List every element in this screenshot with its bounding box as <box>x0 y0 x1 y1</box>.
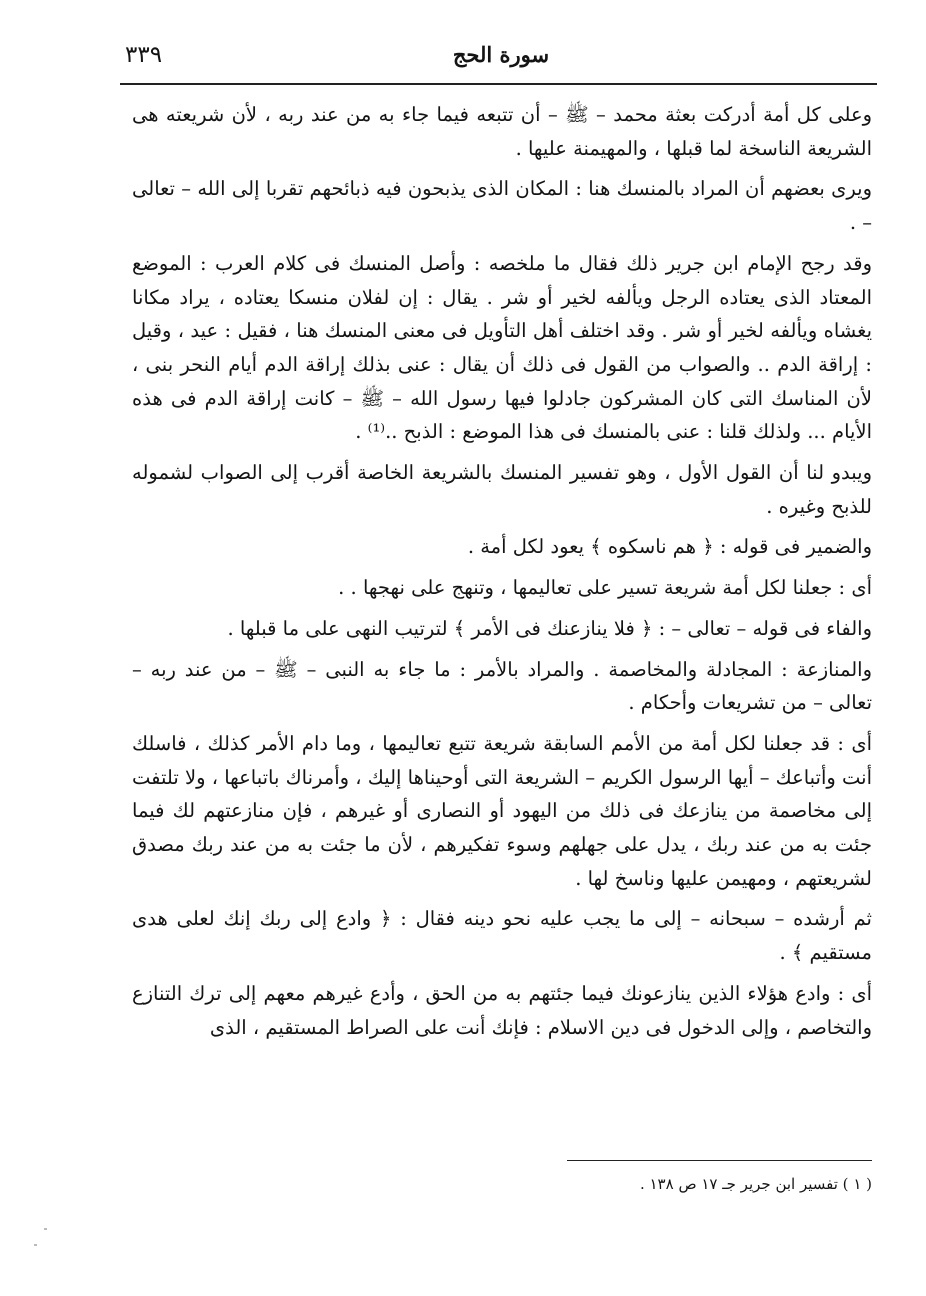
scan-speck <box>34 1244 37 1246</box>
page-header <box>125 40 877 80</box>
paragraph: أى : وادع هؤلاء الذين ينازعونك فيما جئتهم به من الحق ، وأدع غيرهم معهم إلى ترك التنازع والتخاصم ، وإلى الدخول فى دين الاسلام : فإنك أنت على الصراط المستقيم ، الذى <box>132 981 872 1039</box>
paragraph: وقد رجح الإمام ابن جرير ذلك فقال ما ملخصه : وأصل المنسك فى كلام العرب : الموضع المعتاد الذى يعتاده الرجل ويألفه لخير أو شر . يقال : إن لفلان منسكا يعتاده ، يراد مكانا يغشاه ويألفه لخير أو شر . وقد اختلف أهل التأويل فى معنى المنسك هنا ، فقيل : عيد ، وقيل : إراقة الدم .. والصواب من القول فى ذلك أن يقال : عنى بذلك إراقة الدم أيام النحر بنى ، لأن المناسك التى كان المشركون جادلوا فيها رسول الله – ﷺ – كانت إراقة الدم فى هذه الأيام ... ولذلك قلنا : عنى بالمنسك فى هذا الموضع : الذبح ..⁽¹⁾ . <box>132 251 872 444</box>
surah-title: سورة الحج <box>452 42 550 67</box>
paragraph: وعلى كل أمة أدركت بعثة محمد – ﷺ – أن تتبعه فيما جاء به من عند ربه ، لأن شريعته هى الشريعة الناسخة لما قبلها ، والمهيمنة عليها . <box>132 103 872 160</box>
paragraph: والفاء فى قوله – تعالى – : ﴿ فلا ينازعنك فى الأمر ﴾ لترتيب النهى على ما قبلها . <box>227 616 872 640</box>
footnote-rule <box>567 1160 872 1161</box>
page-number: ٣٣٩ <box>125 42 163 68</box>
header-rule <box>120 83 877 85</box>
paragraph: ويبدو لنا أن القول الأول ، وهو تفسير المنسك بالشريعة الخاصة أقرب إلى الصواب لشموله للذبح وغيره . <box>132 461 872 518</box>
paragraph: أى : قد جعلنا لكل أمة من الأمم السابقة شريعة تتبع تعاليمها ، وما دام الأمر كذلك ، فاسلك أنت وأتباعك – أيها الرسول الكريم – الشريعة التى أوحيناها إليك ، وأمرناك باتباعها ، ولا تلتفت إلى مخاصمة من ينازعك فى ذلك من اليهود أو النصارى أو غيرهم ، فإن منازعتهم لك فيما جئت به من عند ربك ، يدل على جهلهم وسوء تفكيرهم ، لأن ما جئت به من عند ربك مصدق لشريعتهم ، ومهيمن عليها وناسخ لها . <box>132 731 872 890</box>
footnote: ( ١ ) تفسير ابن جرير جـ ١٧ ص ١٣٨ . <box>639 1175 872 1193</box>
paragraph: أى : جعلنا لكل أمة شريعة تسير على تعاليمها ، وتنهج على نهجها . . <box>338 576 872 600</box>
scan-speck <box>44 1228 47 1230</box>
paragraph: والمنازعة : المجادلة والمخاصمة . والمراد بالأمر : ما جاء به النبى – ﷺ – من عند ربه – تعالى – من تشريعات وأحكام . <box>132 657 872 715</box>
paragraph: ثم أرشده – سبحانه – إلى ما يجب عليه نحو دينه فقال : ﴿ وادع إلى ربك إنك لعلى هدى مستقيم ﴾ . <box>132 907 872 965</box>
paragraph: والضمير فى قوله : ﴿ هم ناسكوه ﴾ يعود لكل أمة . <box>467 535 872 559</box>
paragraph: ويرى بعضهم أن المراد بالمنسك هنا : المكان الذى يذبحون فيه ذبائحهم تقربا إلى الله – تعالى – . <box>132 177 872 235</box>
body-text <box>132 98 872 1051</box>
